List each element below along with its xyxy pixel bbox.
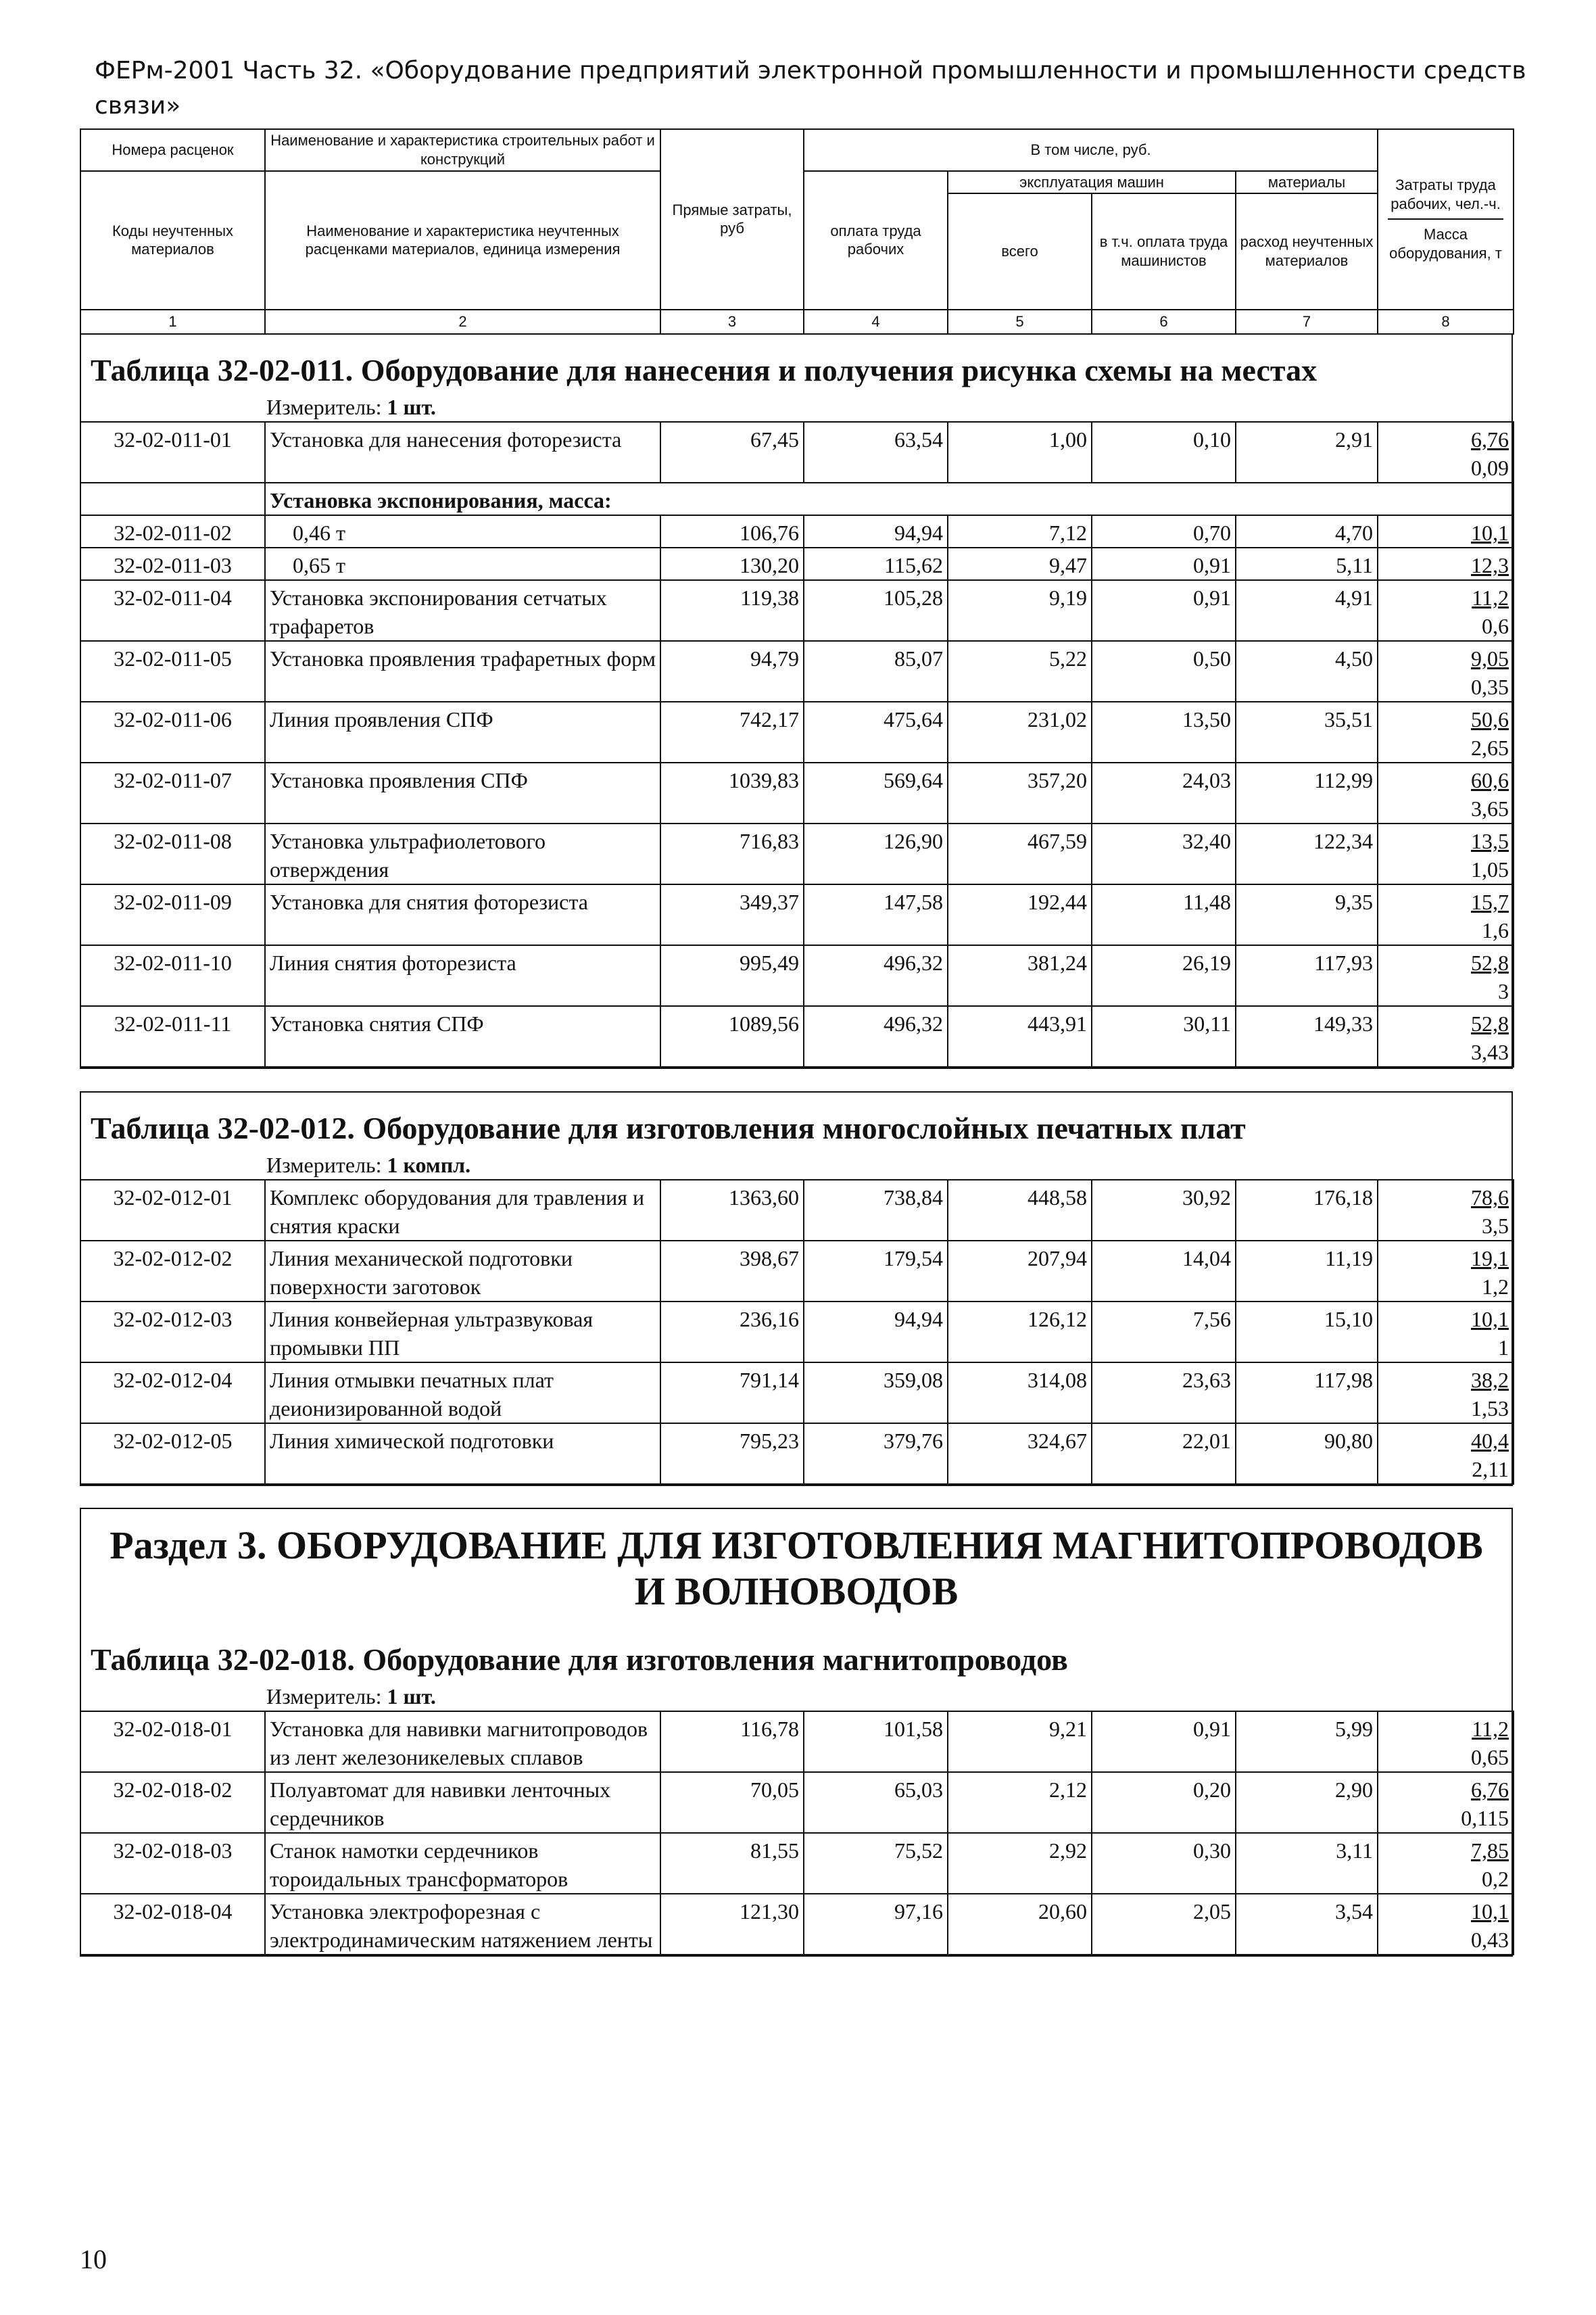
materials: 117,93 <box>1236 945 1378 1006</box>
worker-wage: 475,64 <box>804 702 948 763</box>
work-name: Установка снятия СПФ <box>265 1006 660 1067</box>
rate-code: 32-02-011-03 <box>80 548 265 580</box>
labor-mass-cell <box>1378 515 1514 548</box>
column-number: 7 <box>1236 310 1378 334</box>
equipment-mass: 1,05 <box>1471 857 1509 882</box>
table-row <box>80 1362 1514 1423</box>
materials: 4,91 <box>1236 580 1378 641</box>
machinist-wage: 0,10 <box>1092 422 1236 483</box>
labor-costs: 10,1 <box>1471 521 1509 545</box>
machines-total: 2,92 <box>948 1833 1092 1894</box>
equipment-mass: 0,115 <box>1461 1806 1509 1830</box>
column-number: 5 <box>948 310 1092 334</box>
labor-mass-cell <box>1378 1423 1514 1484</box>
labor-mass-cell <box>1378 548 1514 580</box>
worker-wage: 179,54 <box>804 1241 948 1302</box>
labor-mass-cell <box>1378 702 1514 763</box>
worker-wage: 126,90 <box>804 824 948 884</box>
labor-mass-cell <box>1378 824 1514 884</box>
worker-wage: 94,94 <box>804 515 948 548</box>
machines-total: 381,24 <box>948 945 1092 1006</box>
col-header-material-consumption: расход неучтенных материалов <box>1236 193 1378 309</box>
machinist-wage: 30,92 <box>1092 1180 1236 1241</box>
column-number: 3 <box>660 310 804 334</box>
labor-mass-cell <box>1378 884 1514 945</box>
labor-mass-cell <box>1378 641 1514 702</box>
rates-table <box>80 421 1514 1068</box>
direct-costs: 130,20 <box>660 548 804 580</box>
worker-wage: 105,28 <box>804 580 948 641</box>
direct-costs: 70,05 <box>660 1772 804 1833</box>
direct-costs: 106,76 <box>660 515 804 548</box>
work-name: Линия химической подготовки <box>265 1423 660 1484</box>
machinist-wage: 24,03 <box>1092 763 1236 824</box>
labor-mass-cell <box>1378 422 1514 483</box>
equipment-mass: 2,11 <box>1472 1457 1509 1481</box>
rate-code: 32-02-018-03 <box>80 1833 265 1894</box>
table-32-02-011 <box>80 333 1513 1069</box>
work-name: 0,65 т <box>265 548 660 580</box>
work-name: Установка проявления трафаретных форм <box>265 641 660 702</box>
section-heading <box>81 1509 1512 1635</box>
col-header-materials: материалы <box>1236 171 1378 194</box>
direct-costs: 1089,56 <box>660 1006 804 1067</box>
work-name: Полуавтомат для навивки ленточных сердечников <box>265 1772 660 1833</box>
unit-value: 1 компл. <box>387 1153 471 1177</box>
equipment-mass: 0,43 <box>1471 1928 1509 1952</box>
materials: 3,11 <box>1236 1833 1378 1894</box>
column-number: 8 <box>1378 310 1514 334</box>
worker-wage: 569,64 <box>804 763 948 824</box>
unit-label: Измеритель: <box>266 395 382 419</box>
table-row <box>80 1894 1514 1955</box>
machinist-wage: 0,50 <box>1092 641 1236 702</box>
table-title: Таблица 32-02-012. Оборудование для изготовления многослойных печатных плат <box>91 1111 1246 1145</box>
equipment-mass: 1,2 <box>1482 1274 1509 1299</box>
materials: 11,19 <box>1236 1241 1378 1302</box>
work-name: Линия проявления СПФ <box>265 702 660 763</box>
table-row <box>80 1180 1514 1241</box>
table-32-02-012 <box>80 1091 1513 1486</box>
section-heading-line2: И ВОЛНОВОДОВ <box>634 1569 959 1613</box>
equipment-mass: 0,6 <box>1482 614 1509 638</box>
rate-code: 32-02-012-05 <box>80 1423 265 1484</box>
materials: 3,54 <box>1236 1894 1378 1955</box>
materials: 90,80 <box>1236 1423 1378 1484</box>
unit-line <box>81 1684 1512 1711</box>
page-number: 10 <box>80 2244 107 2274</box>
rates-table <box>80 1179 1514 1485</box>
work-name: Линия механической подготовки поверхности заготовок <box>265 1241 660 1302</box>
worker-wage: 63,54 <box>804 422 948 483</box>
machinist-wage: 0,91 <box>1092 1711 1236 1772</box>
work-name: Линия снятия фоторезиста <box>265 945 660 1006</box>
labor-costs: 15,7 <box>1471 890 1509 914</box>
worker-wage: 738,84 <box>804 1180 948 1241</box>
direct-costs: 121,30 <box>660 1894 804 1955</box>
direct-costs: 119,38 <box>660 580 804 641</box>
col-header-labor-top: Затраты труда рабочих, чел.-ч. <box>1391 176 1501 212</box>
machines-total: 7,12 <box>948 515 1092 548</box>
rates-table <box>80 1711 1514 1955</box>
machinist-wage: 13,50 <box>1092 702 1236 763</box>
direct-costs: 795,23 <box>660 1423 804 1484</box>
machines-total: 324,67 <box>948 1423 1092 1484</box>
equipment-mass: 0,09 <box>1471 456 1509 480</box>
labor-mass-cell <box>1378 763 1514 824</box>
column-number: 4 <box>804 310 948 334</box>
machinist-wage: 0,70 <box>1092 515 1236 548</box>
worker-wage: 97,16 <box>804 1894 948 1955</box>
labor-mass-cell <box>1378 1180 1514 1241</box>
rate-code: 32-02-011-11 <box>80 1006 265 1067</box>
machines-total: 9,19 <box>948 580 1092 641</box>
machinist-wage: 0,30 <box>1092 1833 1236 1894</box>
table-row <box>80 1833 1514 1894</box>
machines-total: 5,22 <box>948 641 1092 702</box>
equipment-mass: 0,65 <box>1471 1745 1509 1769</box>
machines-total: 192,44 <box>948 884 1092 945</box>
equipment-mass: 3,43 <box>1471 1040 1509 1064</box>
labor-mass-cell <box>1378 1894 1514 1955</box>
labor-mass-cell <box>1378 1362 1514 1423</box>
machinist-wage: 32,40 <box>1092 824 1236 884</box>
labor-costs: 52,8 <box>1471 951 1509 975</box>
col-header-machines: эксплуатация машин <box>948 171 1236 194</box>
table-row <box>80 884 1514 945</box>
direct-costs: 995,49 <box>660 945 804 1006</box>
col-header-codes-top: Номера расценок <box>80 129 265 171</box>
work-name: Установка электрофорезная с электродинамическим натяжением ленты <box>265 1894 660 1955</box>
rate-code: 32-02-018-04 <box>80 1894 265 1955</box>
labor-costs: 78,6 <box>1471 1185 1509 1210</box>
col-header-name-top: Наименование и характеристика строительных работ и конструкций <box>265 129 660 171</box>
equipment-mass: 2,65 <box>1471 736 1509 760</box>
labor-costs: 9,05 <box>1471 646 1509 671</box>
column-number: 2 <box>265 310 660 334</box>
materials: 2,90 <box>1236 1772 1378 1833</box>
machines-total: 207,94 <box>948 1241 1092 1302</box>
labor-costs: 60,6 <box>1471 768 1509 792</box>
materials: 176,18 <box>1236 1180 1378 1241</box>
col-header-labor <box>1378 129 1514 310</box>
subheading-row <box>80 483 1514 515</box>
direct-costs: 716,83 <box>660 824 804 884</box>
work-name: Установка проявления СПФ <box>265 763 660 824</box>
col-header-name-bottom: Наименование и характеристика неучтенных расценками материалов, единица измерения <box>265 171 660 310</box>
rate-code: 32-02-018-01 <box>80 1711 265 1772</box>
unit-value: 1 шт. <box>387 395 436 419</box>
machinist-wage: 22,01 <box>1092 1423 1236 1484</box>
machines-total: 9,21 <box>948 1711 1092 1772</box>
labor-mass-cell <box>1378 1241 1514 1302</box>
equipment-mass: 3,5 <box>1482 1214 1509 1238</box>
direct-costs: 67,45 <box>660 422 804 483</box>
materials: 112,99 <box>1236 763 1378 824</box>
running-header-line1: ФЕРм-2001 Часть 32. «Оборудование предприятий электронной промышленности и промышленности средств <box>95 57 1526 85</box>
materials: 149,33 <box>1236 1006 1378 1067</box>
materials: 4,70 <box>1236 515 1378 548</box>
rate-code: 32-02-011-09 <box>80 884 265 945</box>
unit-label: Измеритель: <box>266 1153 382 1177</box>
work-name: Линия конвейерная ультразвуковая промывки ПП <box>265 1302 660 1362</box>
equipment-mass: 1,53 <box>1471 1396 1509 1421</box>
direct-costs: 81,55 <box>660 1833 804 1894</box>
labor-costs: 10,1 <box>1471 1307 1509 1331</box>
worker-wage: 94,94 <box>804 1302 948 1362</box>
worker-wage: 379,76 <box>804 1423 948 1484</box>
machines-total: 443,91 <box>948 1006 1092 1067</box>
worker-wage: 496,32 <box>804 945 948 1006</box>
labor-costs: 40,4 <box>1471 1429 1509 1453</box>
col-header-direct-costs: Прямые затраты, руб <box>660 129 804 310</box>
direct-costs: 1039,83 <box>660 763 804 824</box>
labor-costs: 10,1 <box>1471 1899 1509 1924</box>
labor-mass-cell <box>1378 1711 1514 1772</box>
labor-costs: 7,85 <box>1471 1838 1509 1863</box>
rate-code: 32-02-012-02 <box>80 1241 265 1302</box>
column-header-table <box>80 128 1514 335</box>
worker-wage: 147,58 <box>804 884 948 945</box>
rate-code: 32-02-011-06 <box>80 702 265 763</box>
table-row <box>80 1772 1514 1833</box>
work-name: Установка для навивки магнитопроводов из лент железоникелевых сплавов <box>265 1711 660 1772</box>
equipment-mass: 0,2 <box>1482 1867 1509 1891</box>
machinist-wage: 11,48 <box>1092 884 1236 945</box>
rate-code: 32-02-011-05 <box>80 641 265 702</box>
col-header-machinist-wage: в т.ч. оплата труда машинистов <box>1092 193 1236 309</box>
table-row <box>80 422 1514 483</box>
work-name: 0,46 т <box>265 515 660 548</box>
rate-code: 32-02-011-01 <box>80 422 265 483</box>
labor-mass-cell <box>1378 1006 1514 1067</box>
labor-costs: 11,2 <box>1472 586 1509 610</box>
labor-costs: 11,2 <box>1472 1717 1509 1741</box>
col-header-mass: Масса оборудования, т <box>1389 226 1502 262</box>
labor-costs: 38,2 <box>1471 1368 1509 1392</box>
direct-costs: 349,37 <box>660 884 804 945</box>
rate-code: 32-02-011-04 <box>80 580 265 641</box>
machinist-wage: 26,19 <box>1092 945 1236 1006</box>
labor-mass-cell <box>1378 580 1514 641</box>
labor-costs: 6,76 <box>1471 1777 1509 1802</box>
machinist-wage: 14,04 <box>1092 1241 1236 1302</box>
table-row <box>80 580 1514 641</box>
table-row <box>80 515 1514 548</box>
machinist-wage: 0,91 <box>1092 548 1236 580</box>
materials: 9,35 <box>1236 884 1378 945</box>
machines-total: 2,12 <box>948 1772 1092 1833</box>
equipment-mass: 3,65 <box>1471 796 1509 821</box>
unit-value: 1 шт. <box>387 1684 436 1709</box>
labor-costs: 50,6 <box>1471 707 1509 732</box>
materials: 15,10 <box>1236 1302 1378 1362</box>
table-row <box>80 1423 1514 1484</box>
worker-wage: 115,62 <box>804 548 948 580</box>
rate-code: 32-02-012-01 <box>80 1180 265 1241</box>
materials: 2,91 <box>1236 422 1378 483</box>
table-title: Таблица 32-02-011. Оборудование для нанесения и получения рисунка схемы на местах <box>91 353 1317 387</box>
unit-line <box>81 1153 1512 1179</box>
subheading-code-cell <box>80 483 265 515</box>
direct-costs: 116,78 <box>660 1711 804 1772</box>
machinist-wage: 7,56 <box>1092 1302 1236 1362</box>
machines-total: 448,58 <box>948 1180 1092 1241</box>
table-row <box>80 1241 1514 1302</box>
materials: 4,50 <box>1236 641 1378 702</box>
rate-code: 32-02-018-02 <box>80 1772 265 1833</box>
table-row <box>80 1711 1514 1772</box>
materials: 5,99 <box>1236 1711 1378 1772</box>
column-number-row <box>80 310 1514 334</box>
worker-wage: 101,58 <box>804 1711 948 1772</box>
machines-total: 126,12 <box>948 1302 1092 1362</box>
column-number: 1 <box>80 310 265 334</box>
rate-code: 32-02-011-08 <box>80 824 265 884</box>
unit-label: Измеритель: <box>266 1684 382 1709</box>
machinist-wage: 2,05 <box>1092 1894 1236 1955</box>
labor-mass-cell <box>1378 1302 1514 1362</box>
col-header-wage: оплата труда рабочих <box>804 171 948 310</box>
col-header-codes-bottom: Коды неучтенных материалов <box>80 171 265 310</box>
machines-total: 467,59 <box>948 824 1092 884</box>
table-row <box>80 945 1514 1006</box>
unit-line <box>81 395 1512 421</box>
rate-code: 32-02-011-07 <box>80 763 265 824</box>
labor-mass-cell <box>1378 1833 1514 1894</box>
rate-code: 32-02-011-02 <box>80 515 265 548</box>
worker-wage: 496,32 <box>804 1006 948 1067</box>
materials: 5,11 <box>1236 548 1378 580</box>
machinist-wage: 30,11 <box>1092 1006 1236 1067</box>
work-name: Комплекс оборудования для травления и снятия краски <box>265 1180 660 1241</box>
table-row <box>80 1302 1514 1362</box>
direct-costs: 236,16 <box>660 1302 804 1362</box>
worker-wage: 65,03 <box>804 1772 948 1833</box>
subheading: Установка экспонирования, масса: <box>265 483 1514 515</box>
equipment-mass: 1 <box>1498 1335 1509 1360</box>
worker-wage: 359,08 <box>804 1362 948 1423</box>
rate-code: 32-02-011-10 <box>80 945 265 1006</box>
labor-costs: 19,1 <box>1471 1246 1509 1270</box>
direct-costs: 791,14 <box>660 1362 804 1423</box>
materials: 35,51 <box>1236 702 1378 763</box>
table-row <box>80 763 1514 824</box>
direct-costs: 1363,60 <box>660 1180 804 1241</box>
materials: 117,98 <box>1236 1362 1378 1423</box>
worker-wage: 85,07 <box>804 641 948 702</box>
rate-code: 32-02-012-03 <box>80 1302 265 1362</box>
direct-costs: 94,79 <box>660 641 804 702</box>
work-name: Станок намотки сердечников тороидальных трансформаторов <box>265 1833 660 1894</box>
work-name: Линия отмывки печатных плат деионизированной водой <box>265 1362 660 1423</box>
materials: 122,34 <box>1236 824 1378 884</box>
labor-costs: 12,3 <box>1471 553 1509 577</box>
equipment-mass: 0,35 <box>1471 675 1509 699</box>
labor-costs: 6,76 <box>1471 427 1509 452</box>
table-row <box>80 702 1514 763</box>
table-row <box>80 548 1514 580</box>
table-title: Таблица 32-02-018. Оборудование для изготовления магнитопроводов <box>91 1642 1068 1677</box>
equipment-mass: 3 <box>1498 979 1509 1003</box>
running-header-line2: связи» <box>95 92 181 120</box>
machines-total: 1,00 <box>948 422 1092 483</box>
labor-mass-cell <box>1378 1772 1514 1833</box>
section-3-block <box>80 1508 1513 1957</box>
table-row <box>80 824 1514 884</box>
machines-total: 20,60 <box>948 1894 1092 1955</box>
col-header-machines-total: всего <box>948 193 1092 309</box>
work-name: Установка экспонирования сетчатых трафаретов <box>265 580 660 641</box>
machines-total: 9,47 <box>948 548 1092 580</box>
work-name: Установка для снятия фоторезиста <box>265 884 660 945</box>
equipment-mass: 1,6 <box>1482 918 1509 942</box>
rate-code: 32-02-012-04 <box>80 1362 265 1423</box>
worker-wage: 75,52 <box>804 1833 948 1894</box>
labor-costs: 13,5 <box>1471 829 1509 853</box>
section-heading-line1: Раздел 3. ОБОРУДОВАНИЕ ДЛЯ ИЗГОТОВЛЕНИЯ МАГНИТОПРОВОДОВ <box>110 1523 1483 1567</box>
machinist-wage: 23,63 <box>1092 1362 1236 1423</box>
col-header-including: В том числе, руб. <box>804 129 1378 171</box>
machines-total: 314,08 <box>948 1362 1092 1423</box>
labor-mass-cell <box>1378 945 1514 1006</box>
work-name: Установка ультрафиолетового отверждения <box>265 824 660 884</box>
machines-total: 357,20 <box>948 763 1092 824</box>
machines-total: 231,02 <box>948 702 1092 763</box>
work-name: Установка для нанесения фоторезиста <box>265 422 660 483</box>
column-number: 6 <box>1092 310 1236 334</box>
machinist-wage: 0,20 <box>1092 1772 1236 1833</box>
machinist-wage: 0,91 <box>1092 580 1236 641</box>
labor-costs: 52,8 <box>1471 1011 1509 1036</box>
direct-costs: 742,17 <box>660 702 804 763</box>
table-row <box>80 1006 1514 1067</box>
table-row <box>80 641 1514 702</box>
direct-costs: 398,67 <box>660 1241 804 1302</box>
